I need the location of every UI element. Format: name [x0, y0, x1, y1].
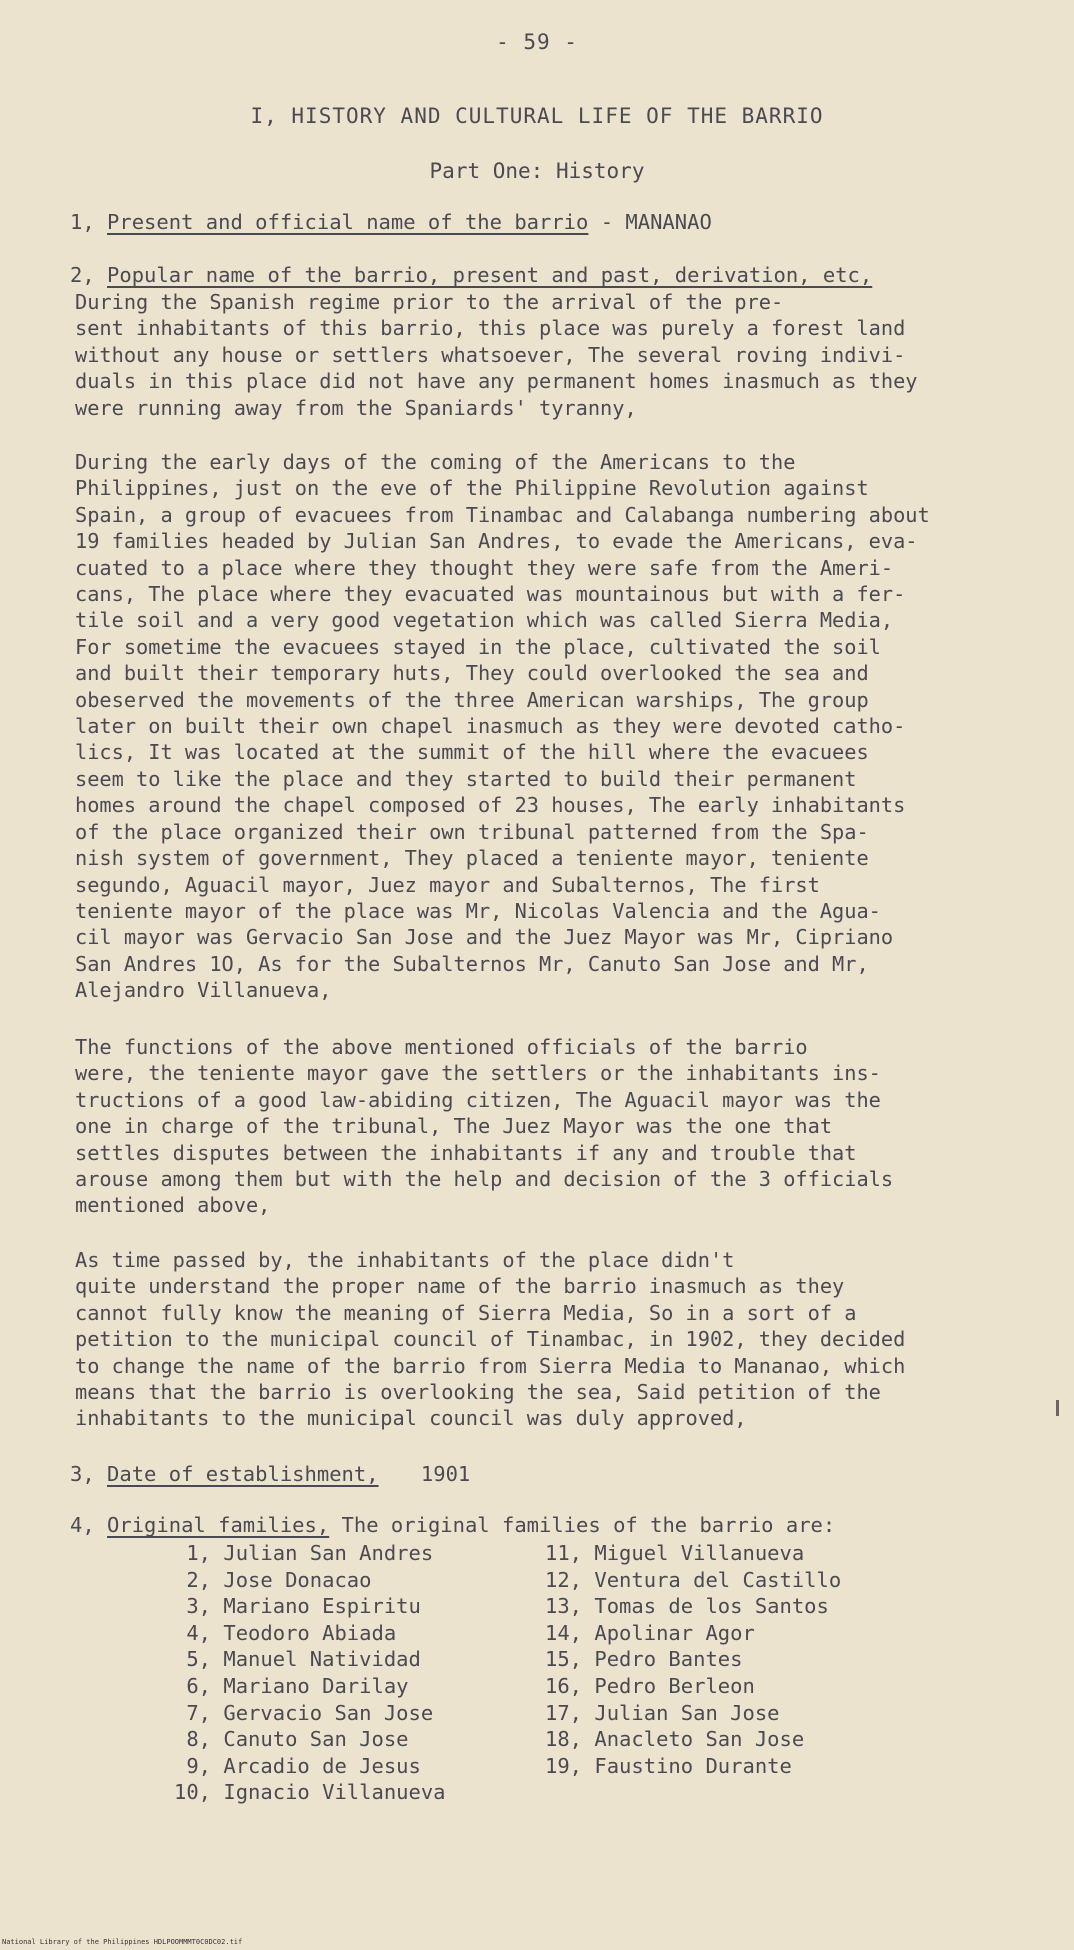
item-official-name: [70, 210, 712, 234]
item-date-established: [70, 1462, 470, 1486]
item-original-families: [70, 1513, 835, 1537]
text-line: Spain, a group of evacuees from Tinambac and Calabanga numbering about: [75, 502, 930, 527]
family-entry: 14, Apolinar Agor: [545, 1620, 755, 1645]
text-line: 19 families headed by Julian San Andres, to evade the Americans, eva-: [75, 529, 918, 554]
item-number: 2,: [70, 263, 95, 287]
text-line: The functions of the above mentioned officials of the barrio: [75, 1035, 808, 1059]
text-line: later on built their own chapel inasmuch as they were devoted catho-: [75, 714, 906, 739]
section-heading: I, HISTORY AND CULTURAL LIFE OF THE BARRIO: [250, 104, 824, 128]
family-entry: 2, Jose Donacao: [174, 1567, 372, 1592]
text-line: During the early days of the coming of the Americans to the: [75, 450, 796, 474]
family-entry: 9, Arcadio de Jesus: [174, 1753, 421, 1778]
item-label: Popular name of the barrio, present and past, derivation, etc,: [107, 263, 873, 287]
text-line: mentioned above,: [75, 1193, 271, 1218]
item-intro: The original families of the barrio are:: [341, 1513, 836, 1537]
item-number: 1,: [70, 210, 95, 234]
text-line: cuated to a place where they thought they were safe from the Ameri-: [75, 555, 894, 580]
footer-caption: National Library of the Philippines HDLPOOMMMT0C0DC02.tif: [2, 1938, 243, 1946]
item-label: Original families,: [107, 1513, 330, 1537]
text-line: homes around the chapel composed of 23 houses, The early inhabitants: [75, 793, 906, 818]
text-line: tructions of a good law-abiding citizen, The Aguacil mayor was the: [75, 1087, 881, 1112]
family-entry: 5, Manuel Natividad: [174, 1647, 421, 1672]
item-number: 3,: [70, 1462, 95, 1486]
paragraph-evacuation-history: [75, 449, 1005, 1004]
text-line: were, the teniente mayor gave the settlers or the inhabitants ins-: [75, 1061, 881, 1086]
text-line: obeserved the movements of the three American warships, The group: [75, 687, 869, 712]
text-line: petition to the municipal council of Tinambac, in 1902, they decided: [75, 1327, 906, 1352]
paragraph-officials-functions: [75, 1034, 1005, 1219]
text-line: Philippines, just on the eve of the Philippine Revolution against: [75, 476, 869, 501]
item-label: Date of establishment,: [107, 1462, 379, 1486]
family-entry: 15, Pedro Bantes: [545, 1647, 743, 1672]
text-line: duals in this place did not have any permanent homes inasmuch as they: [75, 369, 918, 394]
family-entry: 13, Tomas de los Santos: [545, 1594, 829, 1619]
text-line: nish system of government, They placed a teniente mayor, teniente: [75, 846, 869, 871]
family-entry: 4, Teodoro Abiada: [174, 1620, 397, 1645]
text-line: segundo, Aguacil mayor, Juez mayor and Subalternos, The first: [75, 872, 820, 897]
item-value: 1901: [420, 1462, 471, 1486]
text-line: and built their temporary huts, They could overlooked the sea and: [75, 661, 869, 686]
text-line: For sometime the evacuees stayed in the place, cultivated the soil: [75, 634, 881, 659]
text-line: of the place organized their own tribunal patterned from the Spa-: [75, 819, 869, 844]
text-line: settles disputes between the inhabitants if any and trouble that: [75, 1140, 857, 1165]
text-line: San Andres 1O, As for the Subalternos Mr, Canuto San Jose and Mr,: [75, 951, 869, 976]
text-line: Alejandro Villanueva,: [75, 978, 332, 1003]
families-list-left: [174, 1540, 446, 1806]
families-list-right: [545, 1540, 841, 1779]
text-line: means that the barrio is overlooking the sea, Said petition of the: [75, 1380, 881, 1405]
text-line: lics, It was located at the summit of the hill where the evacuees: [75, 740, 869, 765]
family-entry: 1, Julian San Andres: [174, 1541, 434, 1565]
family-entry: 3, Mariano Espiritu: [174, 1594, 421, 1619]
family-entry: 19, Faustino Durante: [545, 1753, 792, 1778]
text-line: inhabitants to the municipal council was duly approved,: [75, 1406, 747, 1431]
family-entry: 18, Anacleto San Jose: [545, 1727, 805, 1752]
text-line: As time passed by, the inhabitants of the place didn't: [75, 1248, 735, 1272]
paragraph-name-change: [75, 1247, 1005, 1432]
part-heading: Part One: History: [429, 159, 645, 183]
family-entry: 6, Mariano Darilay: [174, 1673, 409, 1698]
text-line: without any house or settlers whatsoever, The several roving indivi-: [75, 342, 906, 367]
page-number: - 59 -: [496, 30, 578, 54]
text-line: cannot fully know the meaning of Sierra Media, So in a sort of a: [75, 1300, 857, 1325]
text-line: to change the name of the barrio from Sierra Media to Mananao, which: [75, 1353, 906, 1378]
text-line: teniente mayor of the place was Mr, Nicolas Valencia and the Agua-: [75, 898, 881, 923]
text-line: sent inhabitants of this barrio, this place was purely a forest land: [75, 316, 906, 341]
family-entry: 7, Gervacio San Jose: [174, 1700, 434, 1725]
text-line: seem to like the place and they started to build their permanent: [75, 766, 857, 791]
text-line: cil mayor was Gervacio San Jose and the Juez Mayor was Mr, Cipriano: [75, 925, 894, 950]
item-value: - MANANAO: [600, 210, 712, 234]
family-entry: 8, Canuto San Jose: [174, 1727, 409, 1752]
text-line: quite understand the proper name of the barrio inasmuch as they: [75, 1274, 845, 1299]
item-label: Present and official name of the barrio: [107, 210, 589, 234]
margin-mark: [1056, 1400, 1059, 1416]
text-line: arouse among them but with the help and decision of the 3 officials: [75, 1167, 894, 1192]
item-popular-name: [70, 263, 872, 287]
family-entry: 10, Ignacio Villanueva: [174, 1780, 446, 1805]
paragraph-spanish-regime: [75, 289, 1005, 421]
text-line: were running away from the Spaniards' tyranny,: [75, 395, 637, 420]
family-entry: 17, Julian San Jose: [545, 1700, 780, 1725]
family-entry: 12, Ventura del Castillo: [545, 1567, 842, 1592]
family-entry: 11, Miguel Villanueva: [545, 1541, 805, 1565]
text-line: cans, The place where they evacuated was mountainous but with a fer-: [75, 582, 906, 607]
item-number: 4,: [70, 1513, 95, 1537]
text-line: During the Spanish regime prior to the arrival of the pre-: [75, 290, 784, 314]
family-entry: 16, Pedro Berleon: [545, 1673, 755, 1698]
text-line: one in charge of the tribunal, The Juez Mayor was the one that: [75, 1114, 833, 1139]
text-line: tile soil and a very good vegetation which was called Sierra Media,: [75, 608, 894, 633]
